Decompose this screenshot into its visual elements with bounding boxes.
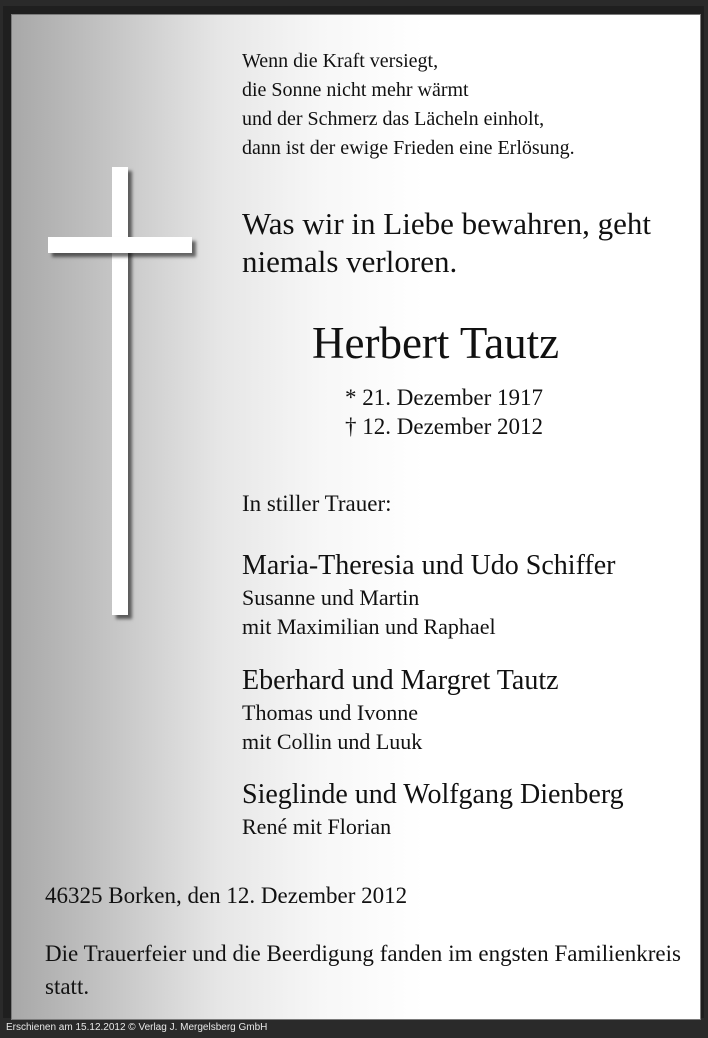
family-group — [242, 778, 624, 841]
poem-line: dann ist der ewige Frieden eine Erlösung. — [242, 137, 575, 159]
poem — [242, 47, 575, 163]
family-group — [242, 664, 559, 756]
life-dates — [345, 383, 543, 441]
family-sub-name: mit Collin und Luuk — [242, 729, 423, 754]
deceased-name: Herbert Tautz — [312, 318, 560, 368]
family-main-name: Eberhard und Margret Tautz — [242, 665, 559, 696]
family-main-name: Sieglinde und Wolfgang Dienberg — [242, 779, 624, 810]
motto-line: Was wir in Liebe bewahren, geht — [242, 206, 651, 241]
family-sub-name: mit Maximilian und Raphael — [242, 614, 496, 639]
motto — [242, 205, 651, 281]
publication-footer: Erschienen am 15.12.2012 © Verlag J. Mergelsberg GmbH — [6, 1022, 268, 1033]
ceremony-note: Die Trauerfeier und die Beerdigung fanden im engsten Familienkreis statt. — [45, 941, 681, 999]
family-group — [242, 549, 615, 641]
cross-vertical-beam — [112, 167, 128, 615]
family-sub-name: René mit Florian — [242, 814, 392, 839]
poem-line: die Sonne nicht mehr wärmt — [242, 79, 469, 101]
birth-date: * 21. Dezember 1917 — [345, 385, 543, 410]
family-main-name: Maria-Theresia und Udo Schiffer — [242, 550, 616, 581]
place-and-date: 46325 Borken, den 12. Dezember 2012 — [45, 883, 408, 908]
family-sub-name: Thomas und Ivonne — [242, 700, 418, 725]
motto-line: niemals verloren. — [242, 244, 458, 279]
obituary-frame — [3, 6, 704, 1018]
mourning-heading: In stiller Trauer: — [242, 491, 392, 516]
family-sub-name: Susanne und Martin — [242, 585, 420, 610]
poem-line: und der Schmerz das Lächeln einholt, — [242, 108, 545, 130]
obituary-panel — [11, 14, 701, 1020]
death-date: † 12. Dezember 2012 — [345, 414, 543, 439]
poem-line: Wenn die Kraft versiegt, — [242, 50, 439, 72]
cross-horizontal-beam — [48, 237, 192, 253]
